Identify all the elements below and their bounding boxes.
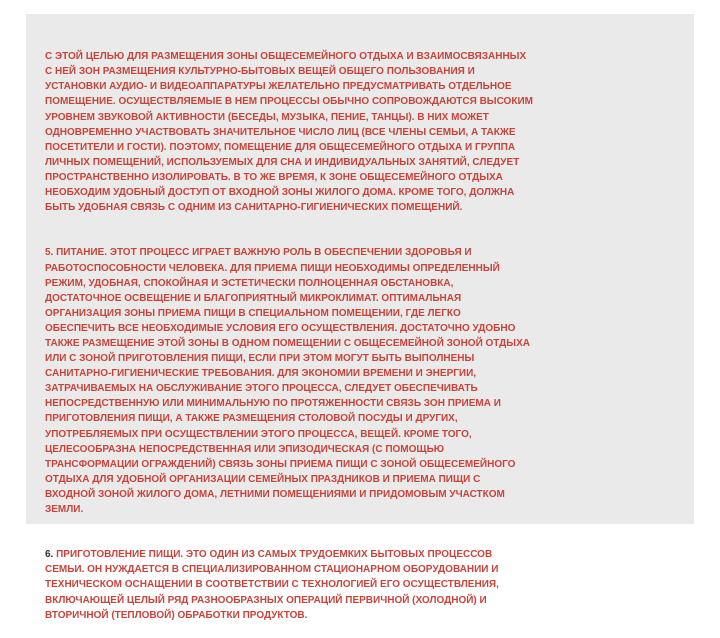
paragraph-text: ПРИГОТОВЛЕНИЕ ПИЩИ. ЭТО ОДИН ИЗ САМЫХ ТРУДОЕМКИХ БЫТОВЫХ ПРОЦЕССОВ СЕМЬИ. ОН НУЖДАЕТСЯ В СПЕЦИАЛИЗИРОВАННОМ СТАЦИОНАРНОМ ОБОРУДОВАНИИ И ТЕХНИЧЕСКОМ ОСНАЩЕНИИ В СООТВЕТСТВИИ С ТЕХНОЛОГИЕЙ ЕГО ОСУЩЕСТВЛЕНИЯ, ВКЛЮЧАЮЩЕЙ ЦЕЛЫЙ РЯД РАЗНООБРАЗНЫХ ОПЕРАЦИЙ ПЕРВИЧНОЙ (ХОЛОДНОЙ) И ВТОРИЧНОЙ (ТЕПЛОВОЙ) ОБРАБОТКИ ПРОДУКТОВ. [45, 549, 499, 621]
body-text [45, 19, 681, 638]
paragraph-text: С ЭТОЙ ЦЕЛЬЮ ДЛЯ РАЗМЕЩЕНИЯ ЗОНЫ ОБЩЕСЕМЕЙНОГО ОТДЫХА И ВЗАИМОСВЯЗАННЫХ С НЕЙ ЗОН РАЗМЕЩЕНИЯ КУЛЬТУРНО-БЫТОВЫХ ВЕЩЕЙ ОБЩЕГО ПОЛЬЗОВАНИЯ И УСТАНОВКИ АУДИО- И ВИДЕОАППАРАТУРЫ ЖЕЛАТЕЛЬНО ПРЕДУСМАТРИВАТЬ ОТДЕЛЬНОЕ ПОМЕЩЕНИЕ. ОСУЩЕСТВЛЯЕМЫЕ В НЕМ ПРОЦЕССЫ ОБЫЧНО СОПРОВОЖДАЮТСЯ ВЫСОКИМ УРОВНЕМ ЗВУКОВОЙ АКТИВНОСТИ (БЕСЕДЫ, МУЗЫКА, ПЕНИЕ, ТАНЦЫ). В НИХ МОЖЕТ ОДНОВРЕМЕННО УЧАСТВОВАТЬ ЗНАЧИТЕЛЬНОЕ ЧИСЛО ЛИЦ (ВСЕ ЧЛЕНЫ СЕМЬИ, А ТАКЖЕ ПОСЕТИТЕЛИ И ГОСТИ). ПОЭТОМУ, ПОМЕЩЕНИЕ ДЛЯ ОБЩЕСЕМЕЙНОГО ОТДЫХА И ГРУППА ЛИЧНЫХ ПОМЕЩЕНИЙ, ИСПОЛЬЗУЕМЫХ ДЛЯ СНА И ИНДИВИДУАЛЬНЫХ ЗАНЯТИЙ, СЛЕДУЕТ ПРОСТРАНСТВЕННО ИЗОЛИРОВАТЬ. В ТО ЖЕ ВРЕМЯ, К ЗОНЕ ОБЩЕСЕМЕЙНОГО ОТДЫХА НЕОБХОДИМ УДОБНЫЙ ДОСТУП ОТ ВХОДНОЙ ЗОНЫ ЖИЛОГО ДОМА. КРОМЕ ТОГО, ДОЛЖНА БЫТЬ УДОБНАЯ СВЯЗЬ С ОДНИМ ИЗ САНИТАРНО-ГИГИЕНИЧЕСКИХ ПОМЕЩЕНИЙ. [45, 51, 533, 214]
paragraph-5-nutrition [45, 230, 681, 517]
paragraph-6-cooking [45, 532, 681, 623]
text-panel [26, 14, 694, 621]
paragraph-text: ПИТАНИЕ. ЭТОТ ПРОЦЕСС ИГРАЕТ ВАЖНУЮ РОЛЬ В ОБЕСПЕЧЕНИИ ЗДОРОВЬЯ И РАБОТОСПОСОБНОСТИ ЧЕЛОВЕКА. ДЛЯ ПРИЕМА ПИЩИ НЕОБХОДИМЫ ОПРЕДЕЛЕННЫЙ РЕЖИМ, УДОБНАЯ, СПОКОЙНАЯ И ЭСТЕТИЧЕСКИ ПОЛНОЦЕННАЯ ОБСТАНОВКА, ДОСТАТОЧНОЕ ОСВЕЩЕНИЕ И БЛАГОПРИЯТНЫЙ МИКРОКЛИМАТ. ОПТИМАЛЬНАЯ ОРГАНИЗАЦИЯ ЗОНЫ ПРИЕМА ПИЩИ В СПЕЦИАЛЬНОМ ПОМЕЩЕНИИ, ГДЕ ЛЕГКО ОБЕСПЕЧИТЬ ВСЕ НЕОБХОДИМЫЕ УСЛОВИЯ ЕГО ОСУЩЕСТВЛЕНИЯ. ДОСТАТОЧНО УДОБНО ТАКЖЕ РАЗМЕЩЕНИЕ ЭТОЙ ЗОНЫ В ОДНОМ ПОМЕЩЕНИИ С ОБЩЕСЕМЕЙНОЙ ЗОНОЙ ОТДЫХА ИЛИ С ЗОНОЙ ПРИГОТОВЛЕНИЯ ПИЩИ, ЕСЛИ ПРИ ЭТОМ МОГУТ БЫТЬ ВЫПОЛНЕНЫ САНИТАРНО-ГИГИЕНИЧЕСКИЕ ТРЕБОВАНИЯ. ДЛЯ ЭКОНОМИИ ВРЕМЕНИ И ЭНЕРГИИ, ЗАТРАЧИВАЕМЫХ НА ОБСЛУЖИВАНИЕ ЭТОГО ПРОЦЕССА, СЛЕДУЕТ ОБЕСПЕЧИВАТЬ НЕПОСРЕДСТВЕННУЮ ИЛИ МИНИМАЛЬНУЮ ПО ПРОТЯЖЕННОСТИ СВЯЗЬ ЗОН ПРИЕМА И ПРИГОТОВЛЕНИЯ ПИЩИ, А ТАКЖЕ РАЗМЕЩЕНИЯ СТОЛОВОЙ ПОСУДЫ И ДРУГИХ, УПОТРЕБЛЯЕМЫХ ПРИ ОСУЩЕСТВЛЕНИИ ЭТОГО ПРОЦЕССА, ВЕЩЕЙ. КРОМЕ ТОГО, ЦЕЛЕСООБРАЗНА НЕПОСРЕДСТВЕННАЯ ИЛИ ЭПИЗОДИЧЕСКАЯ (С ПОМОЩЬЮ ТРАНСФОРМАЦИИ ОГРАЖДЕНИЙ) СВЯЗЬ ЗОНЫ ПРИЕМА ПИЩИ С ЗОНОЙ ОБЩЕСЕМЕЙНОГО ОТДЫХА ДЛЯ УДОБНОЙ ОРГАНИЗАЦИИ СЕМЕЙНЫХ ПРАЗДНИКОВ И ПРИЕМА ПИЩИ С ВХОДНОЙ ЗОНОЙ ЖИЛОГО ДОМА, ЛЕТНИМИ ПОМЕЩЕНИЯМИ И ПРИДОМОВЫМ УЧАСТКОМ ЗЕМЛИ. [45, 247, 530, 515]
paragraph-number: 5. [45, 247, 54, 259]
paragraph-number: 6. [45, 549, 54, 561]
paragraph-intro [45, 34, 681, 215]
